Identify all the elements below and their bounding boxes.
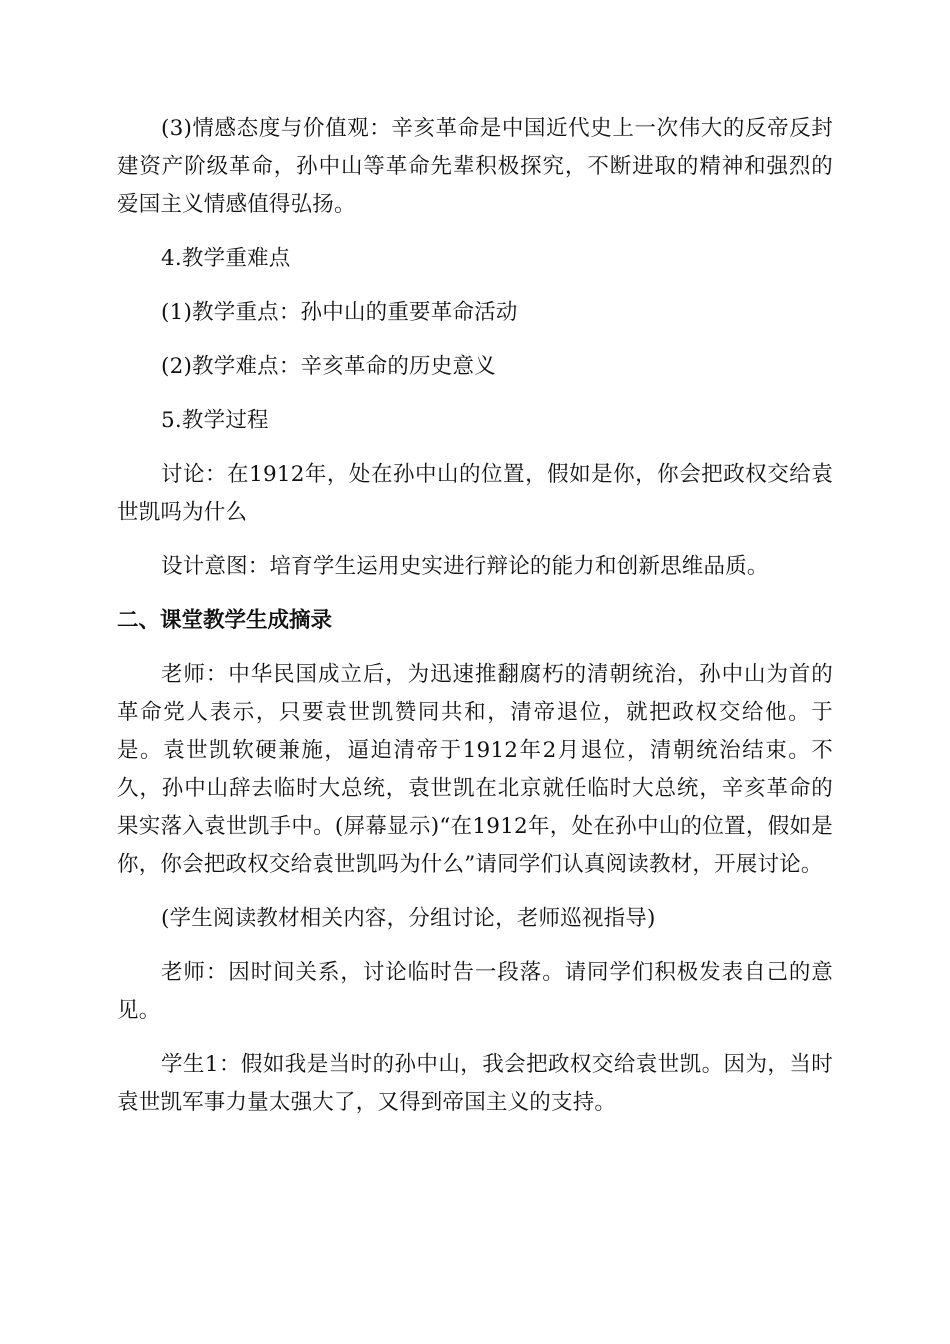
paragraph-teaching-difficulty: (2)教学难点：辛亥革命的历史意义 <box>161 354 496 379</box>
paragraph-teacher-prompt: 老师：因时间关系，讨论临时告一段落。请同学们积极发表自己的意见。 <box>117 960 833 1023</box>
section-teaching-process: 5.教学过程 <box>161 408 269 433</box>
paragraph-design-intent: 设计意图：培育学生运用史实进行辩论的能力和创新思维品质。 <box>161 554 769 579</box>
document-body <box>117 110 833 1122</box>
paragraph-teacher-intro: 老师：中华民国成立后，为迅速推翻腐朽的清朝统治，孙中山为首的革命党人表示，只要袁世凯赞同共和，清帝退位，就把政权交给他。于是。袁世凯软硬兼施，逼迫清帝于1912年2月退位，清朝统治结束。不久，孙中山辞去临时大总统，袁世凯在北京就任临时大总统，辛亥革命的果实落入袁世凯手中。(屏幕显示)“在1912年，处在孙中山的位置，假如是你，你会把政权交给袁世凯吗为什么”请同学们认真阅读教材，开展讨论。 <box>117 662 833 877</box>
paragraph-teaching-focus: (1)教学重点：孙中山的重要革命活动 <box>161 300 518 325</box>
paragraph-emotional-values: (3)情感态度与价值观：辛亥革命是中国近代史上一次伟大的反帝反封建资产阶级革命，孙中山等革命先辈积极探究，不断进取的精神和强烈的爱国主义情感值得弘扬。 <box>117 116 833 217</box>
section-teaching-key-difficult-points: 4.教学重难点 <box>161 246 291 271</box>
paragraph-student-activity: (学生阅读教材相关内容，分组讨论，老师巡视指导) <box>161 906 656 931</box>
heading-classroom-excerpt: 二、课堂教学生成摘录 <box>117 608 333 633</box>
paragraph-student-1: 学生1：假如我是当时的孙中山，我会把政权交给袁世凯。因为，当时袁世凯军事力量太强大了，又得到帝国主义的支持。 <box>117 1052 833 1115</box>
paragraph-discussion: 讨论：在1912年，处在孙中山的位置，假如是你，你会把政权交给袁世凯吗为什么 <box>117 462 833 525</box>
